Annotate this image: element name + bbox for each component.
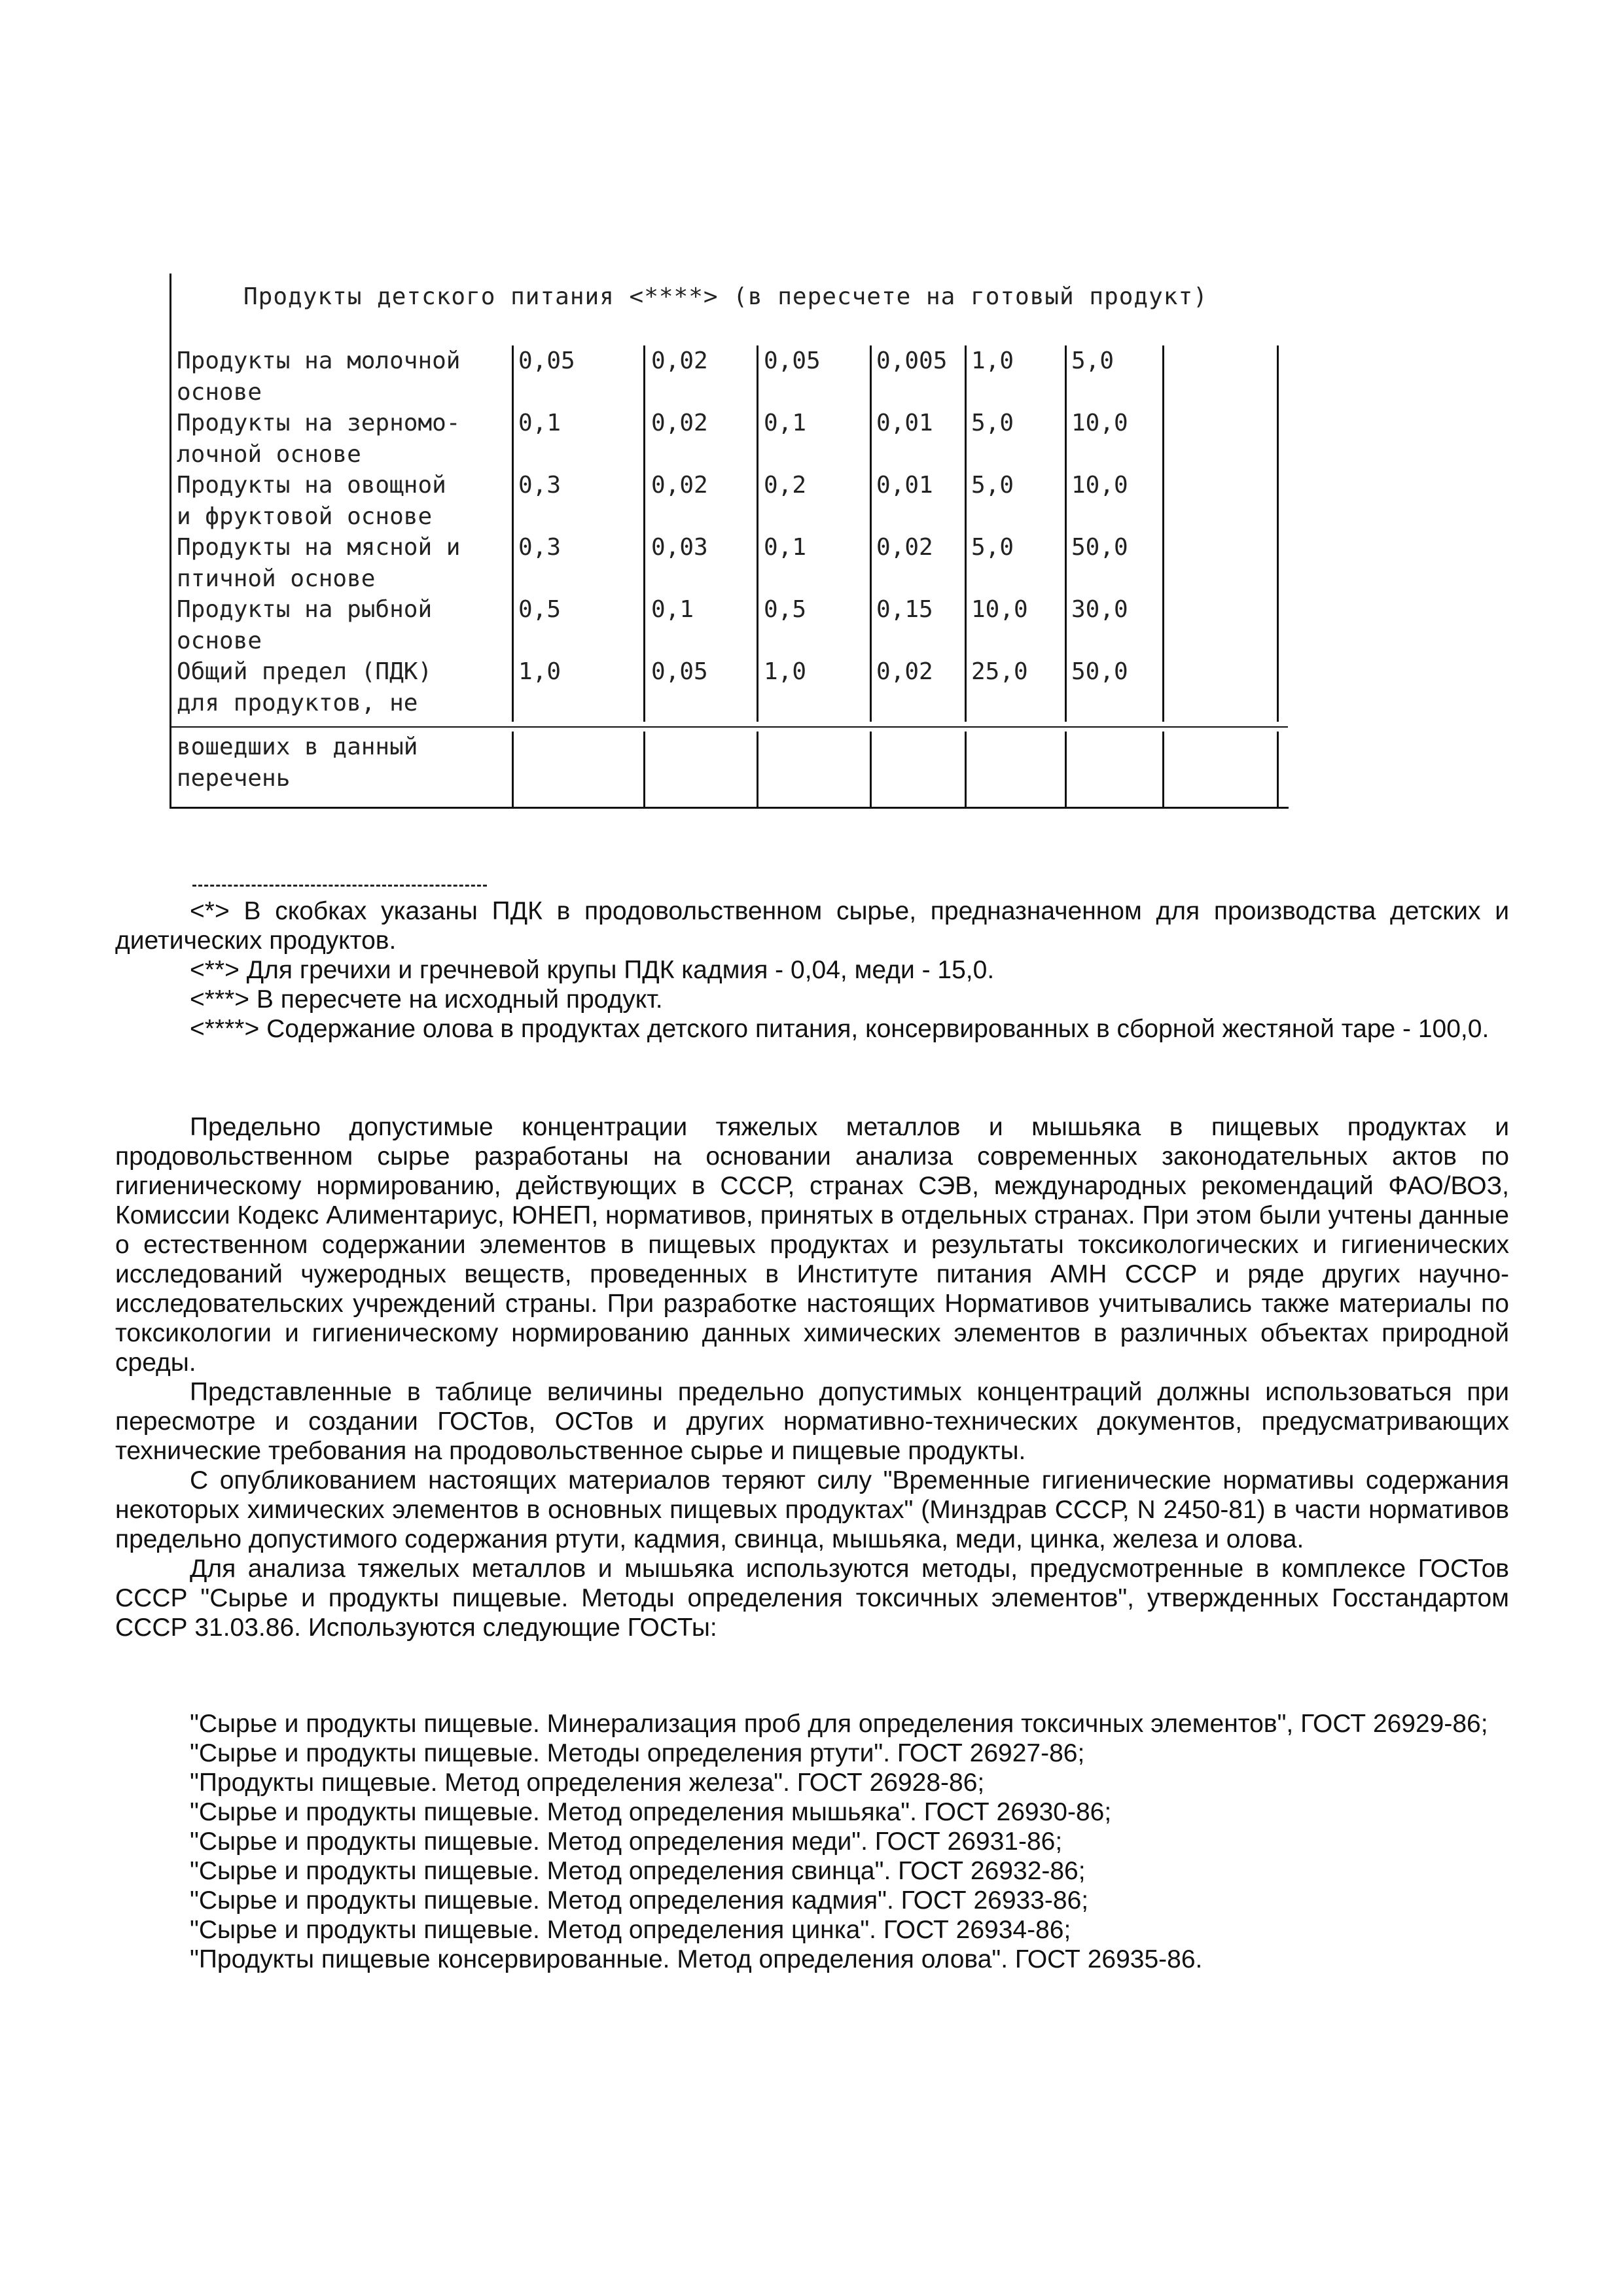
table-cell: 0,3 (518, 472, 562, 499)
table-cell: 50,0 (1071, 658, 1128, 685)
table-cell: 50,0 (1071, 534, 1128, 561)
paragraph-2: Представленные в таблице величины предельно допустимых концентраций должны использоваться при пересмотре и создании ГОСТов, ОСТов и других нормативно-технических документов, предусматривающих технические требования на продовольственное сырье и пищевые продукты. (115, 1378, 1509, 1465)
table-cell: 5,0 (971, 410, 1014, 436)
table-cell: 1,0 (971, 347, 1014, 374)
table-cell: 5,0 (1071, 347, 1115, 374)
table-cell: 0,05 (518, 347, 575, 374)
col-line-1 (512, 345, 514, 722)
col-line-7 (1162, 345, 1164, 722)
table-row-name: Общий предел (ПДК) для продуктов, не (177, 658, 433, 716)
list-item: "Продукты пищевые. Метод определения железа". ГОСТ 26928-86; (190, 1769, 985, 1797)
list-item: "Сырье и продукты пищевые. Метод определения меди". ГОСТ 26931-86; (190, 1828, 1063, 1856)
paragraph-3: С опубликованием настоящих материалов теряют силу "Временные гигиенические нормативы содержания некоторых химических элементов в основных пищевых продуктах" (Минздрав СССР, N 2450-81) в части нормативов предельно допустимого содержания ртути, кадмия, свинца, мышьяка, меди, цинка, железа и олова. (115, 1466, 1509, 1553)
table-cell: 0,1 (518, 410, 562, 436)
col-line-2 (643, 345, 645, 722)
footnote-2: <**> Для гречихи и гречневой крупы ПДК кадмия - 0,04, меди - 15,0. (190, 956, 995, 984)
table-cell: 0,1 (764, 534, 807, 561)
list-item: "Сырье и продукты пищевые. Методы определения ртути". ГОСТ 26927-86; (190, 1739, 1085, 1767)
body-text (115, 1112, 1509, 1642)
table-row-name: Продукты на зерномо- лочной основе (177, 410, 461, 468)
table-cell: 0,02 (651, 347, 708, 374)
table-row-name: Продукты на молочной основе (177, 347, 461, 406)
table-cell: 10,0 (971, 596, 1028, 623)
footnote-3: <***> В пересчете на исходный продукт. (190, 985, 663, 1014)
table-cell: 1,0 (764, 658, 807, 685)
table-cell: 0,5 (764, 596, 807, 623)
table-row-name: Продукты на мясной и птичной основе (177, 534, 461, 592)
footnote-separator (192, 885, 487, 887)
col-line-6 (1065, 345, 1067, 722)
col-line-7b (1162, 732, 1164, 807)
table-cell: 0,05 (651, 658, 708, 685)
footnotes (115, 896, 1509, 1044)
footnote-1: <*> В скобках указаны ПДК в продовольственном сырье, предназначенном для производства детских и диетических продуктов. (115, 897, 1509, 955)
table-cell: 25,0 (971, 658, 1028, 685)
table-cell: 0,03 (651, 534, 708, 561)
table-cell: 0,2 (764, 472, 807, 499)
table-cell: 0,15 (876, 596, 933, 623)
list-item: "Сырье и продукты пищевые. Метод определения кадмия". ГОСТ 26933-86; (190, 1886, 1089, 1915)
table-row-separator (171, 726, 1288, 728)
table-cell: 0,1 (651, 596, 694, 623)
table-row-name: Продукты на овощной и фруктовой основе (177, 472, 446, 530)
table-cell: 0,005 (876, 347, 948, 374)
list-item: "Сырье и продукты пищевые. Метод определения цинка". ГОСТ 26934-86; (190, 1916, 1071, 1944)
table-cell: 5,0 (971, 534, 1014, 561)
table-bottom-border (169, 807, 1289, 809)
col-line-1b (512, 732, 514, 807)
paragraph-4: Для анализа тяжелых металлов и мышьяка используются методы, предусмотренные в комплексе ГОСТов СССР "Сырье и продукты пищевые. Методы определения токсичных элементов", утвержденных Госстандартом СССР 31.03.86. Используются следующие ГОСТы: (115, 1555, 1509, 1642)
table-cell: 0,01 (876, 472, 933, 499)
col-line-6b (1065, 732, 1067, 807)
table-cell: 0,3 (518, 534, 562, 561)
table-cell: 0,02 (876, 658, 933, 685)
table-cell: 0,02 (651, 472, 708, 499)
col-line-4b (870, 732, 872, 807)
table-cell: 0,02 (651, 410, 708, 436)
table-cell: 0,01 (876, 410, 933, 436)
list-item: "Продукты пищевые консервированные. Метод определения олова". ГОСТ 26935-86. (190, 1945, 1203, 1973)
list-item: "Сырье и продукты пищевые. Минерализация проб для определения токсичных элементов", ГОСТ 26929-86; (190, 1710, 1488, 1738)
table-cell: 30,0 (1071, 596, 1128, 623)
table-cell: 10,0 (1071, 410, 1128, 436)
col-line-8 (1277, 345, 1279, 722)
footnote-4: <****> Содержание олова в продуктах детского питания, консервированных в сборной жестяной таре - 100,0. (190, 1015, 1489, 1043)
col-line-4 (870, 345, 872, 722)
list-item: "Сырье и продукты пищевые. Метод определения свинца". ГОСТ 26932-86; (190, 1857, 1086, 1885)
paragraph-1: Предельно допустимые концентрации тяжелых металлов и мышьяка в пищевых продуктах и продовольственном сырье разработаны на основании анализа современных законодательных актов по гигиеническому нормированию, действующих в СССР, странах СЭВ, международных рекомендаций ФАО/ВОЗ, Комиссии Кодекс Алиментариус, ЮНЕП, нормативов, принятых в отдельных странах. При этом были учтены данные о естественном содержании элементов в пищевых продуктах и результаты токсикологических и гигиенических исследований чужеродных веществ, проведенных в Институте питания АМН СССР и ряде других научно-исследовательских учреждений страны. При разработке настоящих Нормативов учитывались также материалы по токсикологии и гигиеническому нормированию данных химических элементов в различных объектах природной среды. (115, 1113, 1509, 1377)
gost-list (115, 1709, 1509, 1974)
table-cell: 0,05 (764, 347, 821, 374)
list-item: "Сырье и продукты пищевые. Метод определения мышьяка". ГОСТ 26930-86; (190, 1798, 1112, 1826)
col-line-3 (757, 345, 758, 722)
table-row-name: Продукты на рыбной основе (177, 596, 433, 654)
table-cell: 0,02 (876, 534, 933, 561)
table-left-border (169, 274, 171, 809)
table-cell: 0,5 (518, 596, 562, 623)
table-cell: 0,1 (764, 410, 807, 436)
col-line-5b (965, 732, 967, 807)
table-heading: Продукты детского питания <****> (в пересчете на готовый продукт) (243, 283, 1208, 310)
table-cell: 10,0 (1071, 472, 1128, 499)
col-line-5 (965, 345, 967, 722)
table-cell: 5,0 (971, 472, 1014, 499)
table-cell: 1,0 (518, 658, 562, 685)
col-line-3b (757, 732, 758, 807)
col-line-8b (1277, 732, 1279, 807)
table-row-name-continued: вошедших в данный перечень (177, 733, 418, 792)
col-line-2b (643, 732, 645, 807)
